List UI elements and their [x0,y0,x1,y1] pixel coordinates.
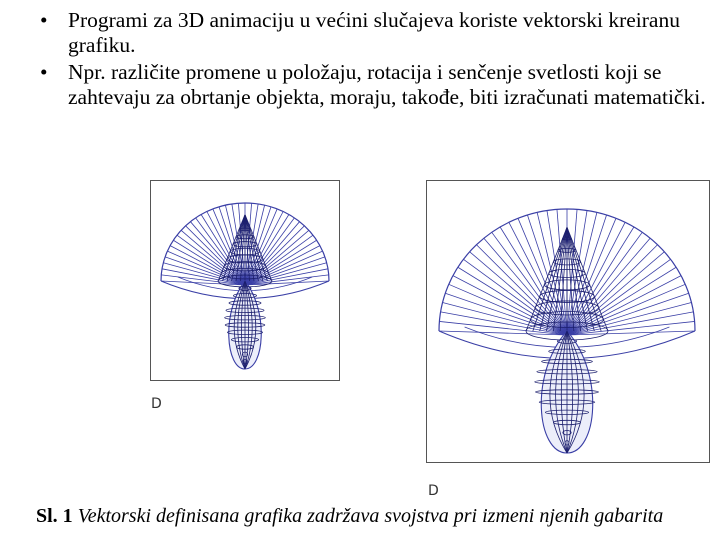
mushroom-wireframe [439,209,695,453]
wireframe-mushroom-drawing [427,181,709,462]
caption-text: Vektorski definisana grafika zadržava svojstva pri izmeni njenih gabarita [77,505,664,527]
figure-label: D [151,396,162,412]
cap-rib [245,214,289,285]
wireframe-figure-large [426,180,710,463]
cap-rib [453,276,567,335]
cap-rib [201,214,245,285]
cap-rib [567,227,634,335]
caption-number: Sl. 1 [36,505,73,527]
cap-rib [476,245,567,335]
bullet-symbol: • [40,60,48,84]
wireframe-mushroom-drawing [151,181,339,380]
bullet-item [30,60,710,109]
cap-rib [500,227,567,335]
cap-rib [567,245,658,335]
bullet-list [30,8,710,112]
bullet-text: Npr. različite promene u položaju, rotacija i senčenje svetlosti koji se zahtevaju za obrtanje objekta, moraju, takođe, biti izračunati matematički. [68,60,706,109]
cap-rib [567,276,681,335]
mushroom-wireframe [161,203,329,369]
bullet-symbol: • [40,8,48,32]
wireframe-figure-small [150,180,340,381]
bullet-item [30,8,710,57]
bullet-text: Programi za 3D animaciju u većini slučajeva koriste vektorski kreiranu grafiku. [68,8,680,57]
figure-label: D [428,483,439,499]
figure-caption [36,505,663,528]
